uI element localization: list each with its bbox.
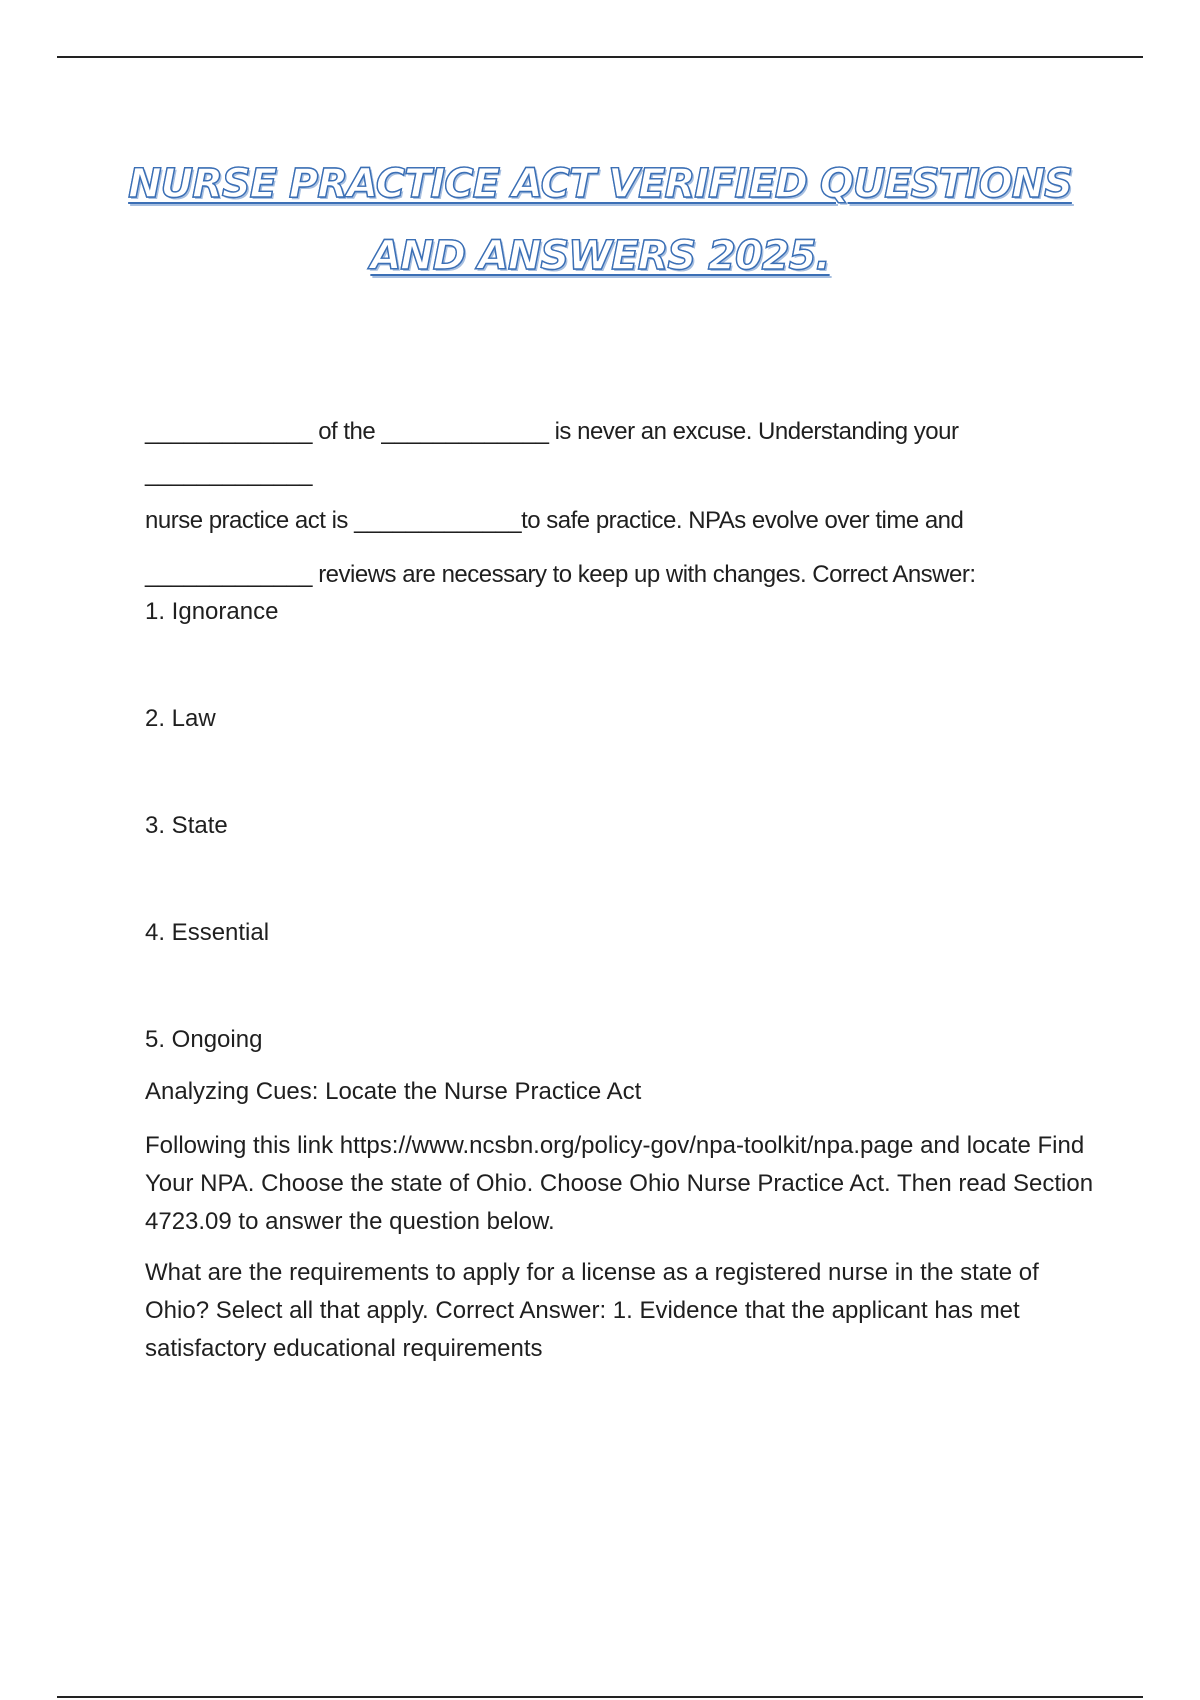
answer-item-5: 5. Ongoing: [145, 1026, 263, 1053]
answer-item-3: 3. State: [145, 812, 228, 839]
answer-item-1: 1. Ignorance: [145, 598, 279, 625]
footer-rule: [57, 1696, 1143, 1698]
question1-line-2: _____________: [145, 460, 313, 487]
section-heading: Analyzing Cues: Locate the Nurse Practice Act: [145, 1078, 642, 1105]
question2-paragraph: What are the requirements to apply for a license as a registered nurse in the state of Ohio? Select all that apply. Correct Answer: 1. Evidence that the applicant has met satisfactory educational requirements: [145, 1259, 1039, 1362]
question1-line-3: nurse practice act is _____________to safe practice. NPAs evolve over time and: [145, 507, 964, 534]
document-title: [100, 148, 1100, 292]
instructions-paragraph: Following this link https://www.ncsbn.org/policy-gov/npa-toolkit/npa.page and locate Find Your NPA. Choose the state of Ohio. Choose Ohio Nurse Practice Act. Then read Section 4723.09 to answer the question below.: [145, 1132, 1094, 1235]
title-line-1: NURSE PRACTICE ACT VERIFIED QUESTIONS: [128, 161, 1072, 207]
answer-item-4: 4. Essential: [145, 919, 270, 946]
answer-item-2: 2. Law: [145, 705, 216, 732]
title-line-2: AND ANSWERS 2025.: [370, 233, 830, 279]
question1-line-4: _____________ reviews are necessary to keep up with changes. Correct Answer:: [145, 561, 976, 588]
question1-line-1: _____________ of the _____________ is never an excuse. Understanding your: [145, 418, 959, 445]
header-rule: [57, 56, 1143, 58]
